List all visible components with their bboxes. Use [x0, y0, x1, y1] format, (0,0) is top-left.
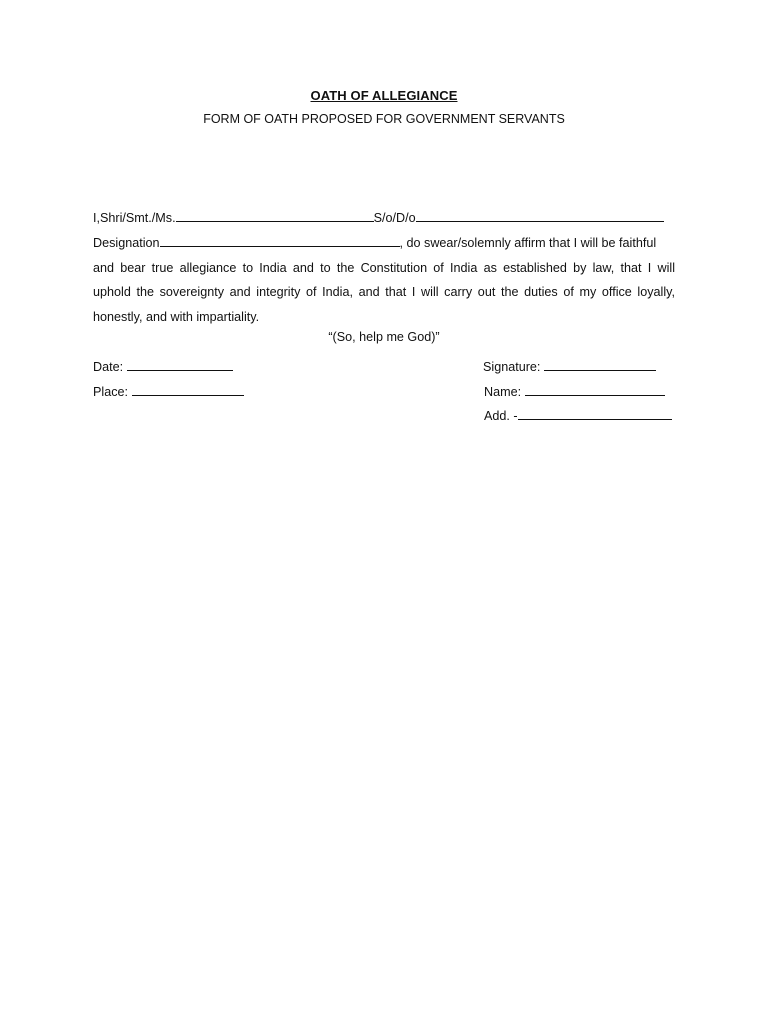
oath-line-designation — [93, 231, 675, 256]
date-blank[interactable] — [127, 356, 233, 371]
address-blank[interactable] — [518, 405, 672, 420]
document-subtitle: FORM OF OATH PROPOSED FOR GOVERNMENT SERVANTS — [203, 112, 565, 126]
oath-paragraph-line: and bear true allegiance to India and to the Constitution of India as established by law, that I will — [93, 260, 675, 275]
address-field — [484, 405, 672, 423]
address-label: Add. - — [484, 409, 518, 423]
place-label: Place: — [93, 385, 129, 399]
date-label: Date: — [93, 360, 124, 374]
designation-label: Designation — [93, 235, 160, 250]
name-blank[interactable] — [176, 207, 374, 222]
designation-suffix: , do swear/solemnly affirm that I will be faithful — [399, 235, 657, 250]
oath-paragraph-line: uphold the sovereignty and integrity of India, and that I will carry out the duties of my office loyally, — [93, 285, 675, 300]
document-title: OATH OF ALLEGIANCE — [310, 88, 458, 103]
name-label: Name: — [484, 385, 522, 399]
signature-label: Signature: — [483, 360, 541, 374]
name-field — [484, 381, 665, 399]
signature-field — [483, 356, 656, 374]
relation-blank[interactable] — [416, 207, 664, 222]
relation-label: S/o/D/o — [373, 211, 416, 225]
date-field — [93, 356, 233, 374]
place-blank[interactable] — [132, 381, 244, 396]
oath-line-name — [93, 206, 675, 231]
name-field-blank[interactable] — [525, 381, 665, 396]
oath-motto: “(So, help me God)” — [328, 330, 440, 344]
place-field — [93, 381, 244, 399]
oath-body — [93, 206, 675, 330]
designation-blank[interactable] — [160, 232, 400, 247]
oath-paragraph-line: honestly, and with impartiality. — [93, 310, 260, 325]
signature-blank[interactable] — [544, 356, 656, 371]
name-prefix-label: I,Shri/Smt./Ms. — [93, 211, 176, 225]
